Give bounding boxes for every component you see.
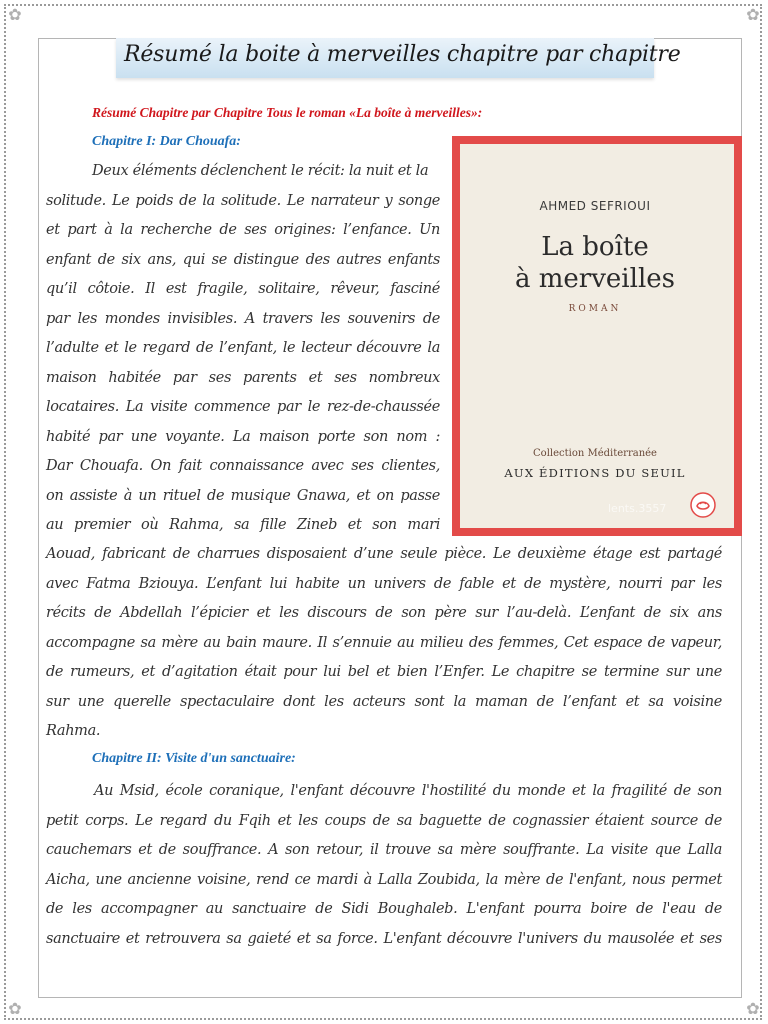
chapter2-line: Au Msid, école coranique, l'enfant découvre l'hostilité du monde et la fragilité de son (94, 783, 722, 799)
chapter1-line: accompagne sa mère au bain maure. Il s’ennuie au milieu des femmes, Cet espace de vapeur, (46, 635, 722, 651)
chapter2-line: cauchemars et de souffrance. A son retour, il trouve sa mère souffrante. La visite que Lalla (46, 842, 722, 858)
book-genre: ROMAN (568, 304, 622, 314)
intro-heading: Résumé Chapitre par Chapitre Tous le roman «La boîte à merveilles»: (92, 105, 483, 120)
chapter2-line: petit corps. Le regard du Fqih et les coups de sa baguette de cognassier étaient source de (46, 813, 722, 829)
corner-ornament-bottom-right: ✿ (746, 999, 760, 1018)
chapter1-line: Deux éléments déclenchent le récit: la nuit et la (92, 163, 429, 179)
chapter1-line: Rahma. (46, 723, 101, 739)
corner-ornament-bottom-left: ✿ (8, 999, 22, 1018)
chapter1-line: Dar Chouafa. On fait connaissance avec ses clientes, (46, 458, 440, 474)
image-watermark: lents.3557 (608, 502, 667, 515)
page-title: Résumé la boite à merveilles chapitre par chapitre (124, 42, 681, 67)
book-collection: Collection Méditerranée (533, 448, 657, 459)
chapter1-line: au premier où Rahma, sa fille Zineb et son mari (46, 517, 440, 533)
chapter1-line: et part à la recherche de ses origines: l’enfance. Un (46, 222, 440, 238)
chapter1-line: locataires. La visite commence par le rez-de-chaussée (46, 399, 440, 415)
book-cover-image (452, 136, 742, 536)
chapter1-line: par les mondes invisibles. A travers les souvenirs de (46, 311, 440, 327)
book-title-line2: à merveilles (515, 264, 675, 294)
chapter1-line: Aouad, fabricant de charrues disposaient d’une seule pièce. Le deuxième étage est partagé (46, 546, 722, 562)
chapter2-line: Aicha, une ancienne voisine, rend ce mardi à Lalla Zoubida, la mère de l'enfant, nous permet (46, 872, 722, 888)
chapter1-heading: Chapitre I: Dar Chouafa: (92, 134, 241, 149)
chapter1-line: on assiste à un rituel de musique Gnawa, et on passe (46, 488, 440, 504)
chapter1-line: récits de Abdellah l’épicier et les discours de son père sur l’au-delà. L’enfant de six ans (46, 605, 722, 621)
chapter1-line: sur une querelle spectaculaire dont les acteurs sont la maman de l’enfant et sa voisine (46, 694, 722, 710)
corner-ornament-top-right: ✿ (746, 5, 760, 24)
chapter2-heading: Chapitre II: Visite d'un sanctuaire: (92, 751, 296, 766)
chapter1-line: de rumeurs, et d’agitation était pour lui bel et bien l’Enfer. Le chapitre se termine sur une (46, 664, 722, 680)
chapter1-line: avec Fatma Bziouya. L’enfant lui habite un univers de fable et de mystère, nourri par les (46, 576, 722, 592)
chapter1-line: qu’il côtoie. Il est fragile, solitaire, rêveur, fasciné (46, 281, 440, 297)
book-cover-paper (460, 144, 734, 528)
corner-ornament-top-left: ✿ (8, 5, 22, 24)
chapter2-line: sanctuaire et retrouvera sa gaieté et sa force. L'enfant découvre l'univers du mausolée et ses (46, 931, 722, 947)
chapter2-line: de les accompagner au sanctuaire de Sidi Boughaleb. L'enfant pourra boire de l'eau de (46, 901, 722, 917)
rose-stamp-icon (690, 492, 716, 518)
chapter1-line: enfant de six ans, qui se distingue des autres enfants (46, 252, 440, 268)
chapter1-line: habité par une voyante. La maison porte son nom : (46, 429, 440, 445)
chapter1-line: solitude. Le poids de la solitude. Le narrateur y songe (46, 193, 440, 209)
chapter1-line: maison habitée par ses parents et ses nombreux (46, 370, 440, 386)
book-publisher: AUX ÉDITIONS DU SEUIL (504, 466, 686, 480)
chapter1-line: l’adulte et le regard de l’enfant, le lecteur découvre la (46, 340, 440, 356)
book-author: AHMED SEFRIOUI (539, 199, 651, 213)
book-title-line1: La boîte (541, 232, 649, 262)
page-title-banner (116, 38, 681, 78)
